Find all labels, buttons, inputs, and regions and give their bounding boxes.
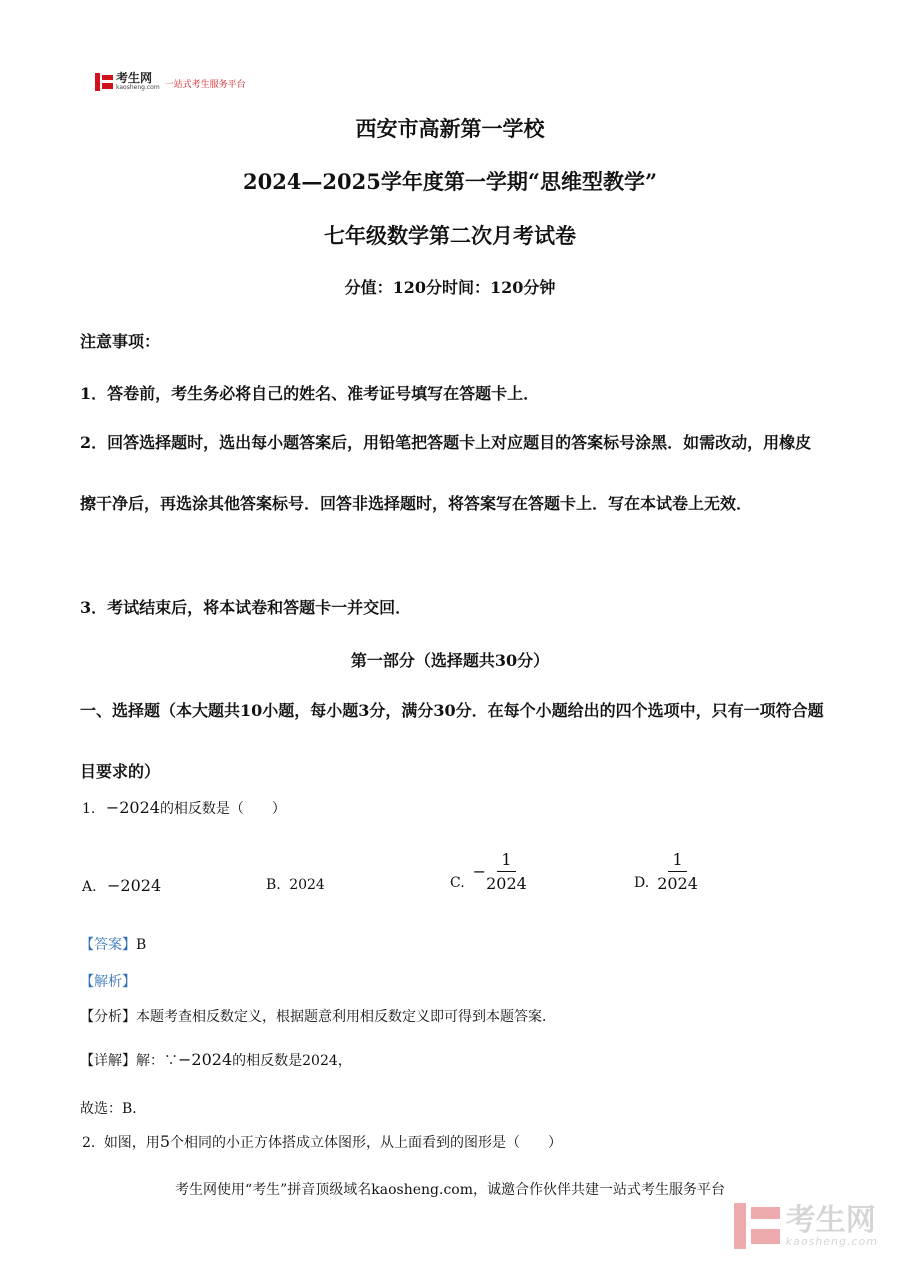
option-d bbox=[634, 850, 698, 893]
analysis-label: 【解析】 bbox=[80, 974, 136, 990]
logo-name: 考生网 bbox=[116, 71, 153, 85]
term-title: 2024—2025学年度第一学期“思维型教学” bbox=[242, 169, 658, 194]
question-number: 1. bbox=[82, 801, 96, 817]
detail-label: 【详解】 bbox=[80, 1053, 136, 1069]
footer-text: 考生网使用“考生”拼音顶级域名kaosheng.com，诚邀合作伙伴共建一站式考生服务平台 bbox=[174, 1182, 726, 1198]
notice-item-1: 1．答卷前，考生务必将自己的姓名、准考证号填写在答题卡上． bbox=[80, 384, 540, 403]
school-title: 西安市高新第一学校 bbox=[355, 116, 545, 141]
option-c-sign: − bbox=[472, 862, 487, 881]
option-d-numerator: 1 bbox=[668, 850, 686, 872]
part1-title: 第一部分（选择题共30分） bbox=[350, 651, 550, 670]
exam-title: 七年级数学第二次月考试卷 bbox=[324, 223, 576, 248]
option-c-numerator: 1 bbox=[497, 850, 515, 872]
detail-expr: −2024 bbox=[178, 1050, 233, 1069]
choose-line: 故选：B． bbox=[80, 1101, 147, 1117]
option-d-denominator: 2024 bbox=[657, 874, 698, 893]
question-text-pre: 如图，用 bbox=[103, 1135, 160, 1151]
notice-heading: 注意事项： bbox=[80, 332, 161, 351]
answer-line bbox=[80, 934, 146, 954]
score-time: 分值：120分时间：120分钟 bbox=[344, 278, 556, 297]
question-2-stem bbox=[82, 1132, 562, 1152]
option-c bbox=[450, 850, 527, 893]
option-d-label: D. bbox=[634, 874, 650, 891]
option-c-label: C. bbox=[450, 874, 465, 891]
watermark-domain: kaosheng.com bbox=[785, 1234, 878, 1248]
notice-item-2: 2．回答选择题时，选出每小题答案后，用铅笔把答题卡上对应题目的答案标号涂黑．如需改动，用橡皮擦干净后，再选涂其他答案标号．回答非选择题时，将答案写在答题卡上．写在本试卷上无效． bbox=[80, 433, 812, 513]
logo-slogan: 一站式考生服务平台 bbox=[164, 80, 246, 90]
question-text: 的相反数是（ ） bbox=[159, 801, 286, 817]
option-c-fraction bbox=[486, 850, 527, 893]
watermark-logo-icon bbox=[734, 1203, 780, 1249]
detail-suffix: 的相反数是2024， bbox=[232, 1053, 352, 1069]
question-1-stem bbox=[82, 798, 286, 818]
option-a-value: −2024 bbox=[107, 876, 162, 895]
cube-count: 5 bbox=[159, 1132, 170, 1151]
fenxi-label: 【分析】 bbox=[80, 1009, 136, 1025]
question-expr: −2024 bbox=[105, 798, 160, 817]
answer-label: 【答案】 bbox=[80, 937, 136, 953]
option-b-value: 2024 bbox=[289, 877, 325, 893]
logo-domain: kaosheng.com bbox=[116, 84, 160, 91]
option-a-label: A. bbox=[82, 879, 97, 895]
option-c-denominator: 2024 bbox=[486, 874, 527, 893]
watermark-name: 考生网 bbox=[785, 1202, 876, 1238]
option-b-label: B. bbox=[266, 877, 281, 893]
question-text-post: 个相同的小正方体搭成立体图形，从上面看到的图形是（ ） bbox=[170, 1135, 562, 1151]
fenxi-line bbox=[80, 1006, 556, 1026]
option-a bbox=[82, 876, 161, 895]
part1-instruction: 一、选择题（本大题共10小题，每小题3分，满分30分．在每个小题给出的四个选项中，只有一项符合题目要求的） bbox=[80, 701, 824, 781]
question-number: 2. bbox=[82, 1135, 96, 1151]
option-d-fraction bbox=[657, 850, 698, 893]
option-b bbox=[266, 877, 325, 893]
detail-line bbox=[80, 1050, 352, 1070]
watermark bbox=[734, 1203, 878, 1249]
detail-prefix: 解：∵ bbox=[136, 1053, 178, 1069]
kaosheng-logo-icon bbox=[95, 73, 113, 91]
notice-item-3: 3．考试结束后，将本试卷和答题卡一并交回． bbox=[80, 598, 412, 617]
site-logo bbox=[95, 72, 246, 91]
fenxi-text: 本题考查相反数定义，根据题意利用相反数定义即可得到本题答案． bbox=[136, 1009, 556, 1025]
answer-value: B bbox=[136, 937, 147, 953]
